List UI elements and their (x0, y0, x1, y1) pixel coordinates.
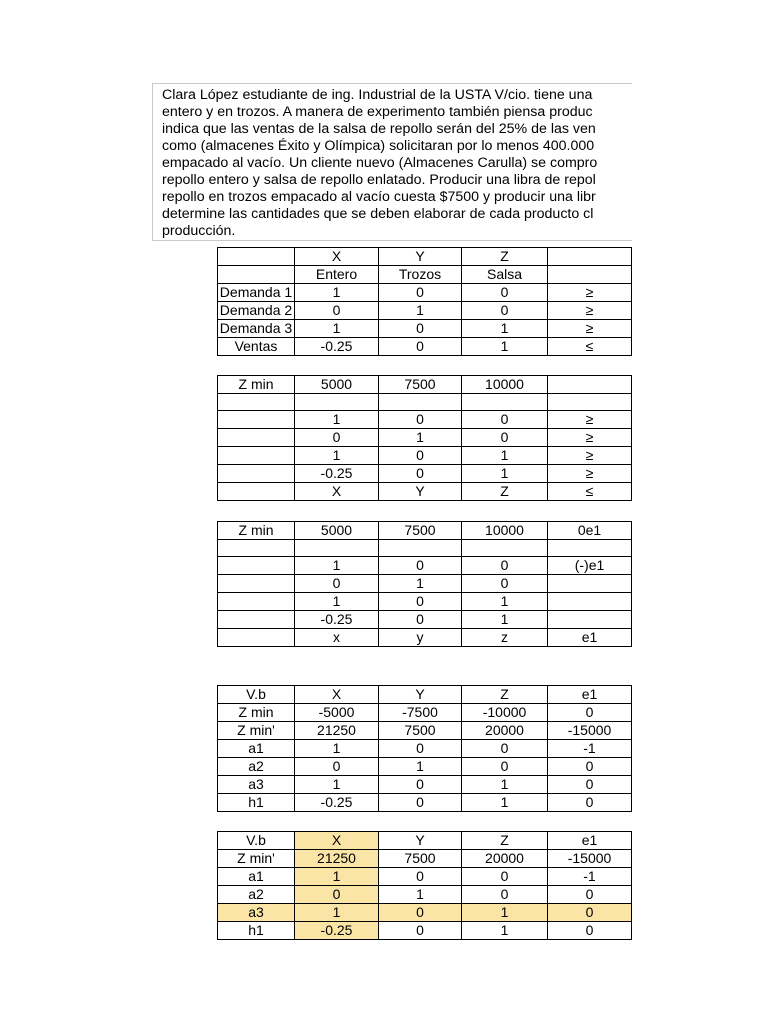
table-cell: 1 (462, 593, 548, 611)
problem-line: Clara López estudiante de ing. Industrial de la USTA V/cio. tiene una (162, 87, 593, 103)
table-row (218, 593, 632, 611)
table-cell: 0 (379, 740, 462, 758)
table-row (218, 629, 632, 647)
table-row (218, 429, 632, 447)
table-cell: Z (462, 248, 548, 266)
table-cell (548, 593, 632, 611)
table-cell: 7500 (379, 522, 462, 540)
table-cell: z (462, 629, 548, 647)
table-row (218, 320, 632, 338)
table-cell: ≥ (548, 411, 632, 429)
table-cell: 0 (379, 320, 462, 338)
table-cell: 0 (379, 284, 462, 302)
table-cell (462, 394, 548, 411)
table-cell (218, 248, 295, 266)
table-cell: 10000 (462, 522, 548, 540)
table-cell: 0 (548, 758, 632, 776)
table-cell: 1 (462, 465, 548, 483)
table-cell: Demanda 2 (218, 302, 295, 320)
table-cell: Y (379, 248, 462, 266)
problem-line: determine las cantidades que se deben elaborar de cada producto cl (162, 206, 594, 222)
table-cell: Z min' (218, 850, 295, 868)
table-row (218, 302, 632, 320)
table-row (218, 575, 632, 593)
table-cell: 0 (379, 593, 462, 611)
table-cell (548, 394, 632, 411)
table-cell: 1 (379, 429, 462, 447)
table-cell (218, 266, 295, 284)
table-cell (462, 540, 548, 557)
table-cell: 1 (295, 904, 379, 922)
table-cell: a3 (218, 776, 295, 794)
table-cell: 1 (295, 557, 379, 575)
table-row (218, 776, 632, 794)
problem-line: como (almacenes Éxito y Olímpica) solicitaran por lo menos 400.000 (162, 138, 595, 154)
table-cell (218, 394, 295, 411)
table-cell: Demanda 3 (218, 320, 295, 338)
table-cell: 1 (462, 922, 548, 940)
table-cell: 0 (462, 575, 548, 593)
table-cell (218, 465, 295, 483)
table-cell: -5000 (295, 704, 379, 722)
table-cell: 1 (295, 320, 379, 338)
table-cell: 7500 (379, 722, 462, 740)
table-cell: 0 (379, 411, 462, 429)
simplex-initial-table (217, 685, 632, 812)
table-cell: Z min' (218, 722, 295, 740)
table-cell: 7500 (379, 376, 462, 394)
table-cell: -10000 (462, 704, 548, 722)
table-cell: y (379, 629, 462, 647)
table-cell: Z min (218, 376, 295, 394)
table-cell: 0 (548, 776, 632, 794)
table-cell: 0 (379, 557, 462, 575)
table-cell: ≥ (548, 465, 632, 483)
table-cell: -15000 (548, 850, 632, 868)
table-cell: X (295, 248, 379, 266)
table-cell: Y (379, 832, 462, 850)
table-cell: a2 (218, 886, 295, 904)
table-cell (548, 575, 632, 593)
table-cell (218, 611, 295, 629)
table-cell: e1 (548, 686, 632, 704)
table-cell: V.b (218, 686, 295, 704)
table-cell: ≥ (548, 302, 632, 320)
table-cell: -7500 (379, 704, 462, 722)
table-cell (218, 447, 295, 465)
table-cell: 0 (462, 557, 548, 575)
objective-table (217, 375, 632, 501)
table-cell: Demanda 1 (218, 284, 295, 302)
table-cell: 0 (379, 447, 462, 465)
table-row (218, 338, 632, 356)
table-row (218, 522, 632, 540)
table-row (218, 758, 632, 776)
table-row (218, 722, 632, 740)
table-cell: -0.25 (295, 338, 379, 356)
simplex-pivot-table (217, 831, 632, 940)
table-cell: 0 (462, 740, 548, 758)
table-cell: ≥ (548, 284, 632, 302)
table-row (218, 376, 632, 394)
table-cell: e1 (548, 629, 632, 647)
table-cell: Z min (218, 522, 295, 540)
problem-line: repollo en trozos empacado al vacío cuesta $7500 y producir una libr (162, 189, 596, 205)
table-cell: -0.25 (295, 922, 379, 940)
table-row (218, 922, 632, 940)
table-cell: e1 (548, 832, 632, 850)
table-cell: 1 (462, 776, 548, 794)
table-cell: 7500 (379, 850, 462, 868)
table-cell: 0 (462, 302, 548, 320)
table-row (218, 557, 632, 575)
table-cell: (-)e1 (548, 557, 632, 575)
table-cell: -0.25 (295, 611, 379, 629)
table-cell: 0 (379, 465, 462, 483)
table-cell: 0 (462, 868, 548, 886)
table-cell: 0 (295, 429, 379, 447)
table-row (218, 394, 632, 411)
table-cell: 0 (462, 886, 548, 904)
table-row (218, 886, 632, 904)
table-row (218, 904, 632, 922)
table-cell (218, 575, 295, 593)
table-cell: 0 (548, 704, 632, 722)
table-row (218, 868, 632, 886)
table-cell: 1 (295, 447, 379, 465)
table-cell: Z (462, 686, 548, 704)
table-cell: 0 (379, 794, 462, 812)
table-cell (548, 266, 632, 284)
table-row (218, 540, 632, 557)
table-cell (218, 429, 295, 447)
table-cell: a1 (218, 740, 295, 758)
table-cell: 0 (548, 904, 632, 922)
table-cell: 0 (295, 575, 379, 593)
table-cell: Y (379, 483, 462, 501)
table-cell: a2 (218, 758, 295, 776)
table-cell: 0 (462, 758, 548, 776)
table-cell (218, 593, 295, 611)
table-cell: -0.25 (295, 794, 379, 812)
table-cell: a3 (218, 904, 295, 922)
table-cell: h1 (218, 922, 295, 940)
table-row (218, 411, 632, 429)
table-cell: ≥ (548, 429, 632, 447)
table-cell: 20000 (462, 850, 548, 868)
table-cell: Z (462, 832, 548, 850)
table-row (218, 284, 632, 302)
problem-line: entero y en trozos. A manera de experimento también piensa produc (162, 104, 593, 120)
table-cell: -1 (548, 868, 632, 886)
table-cell: Z min (218, 704, 295, 722)
table-cell (379, 540, 462, 557)
table-cell: 0 (379, 904, 462, 922)
table-cell: 0 (379, 776, 462, 794)
table-cell (295, 540, 379, 557)
table-cell: ≥ (548, 320, 632, 338)
table-cell: ≤ (548, 338, 632, 356)
table-cell: 1 (462, 320, 548, 338)
table-cell: 0 (295, 302, 379, 320)
table-row (218, 704, 632, 722)
table-cell (218, 411, 295, 429)
table-row (218, 832, 632, 850)
table-row (218, 248, 632, 266)
table-cell: 0 (295, 758, 379, 776)
table-cell: 0 (379, 922, 462, 940)
table-cell: 1 (462, 904, 548, 922)
table-cell (218, 483, 295, 501)
table-cell: 1 (379, 758, 462, 776)
table-row (218, 794, 632, 812)
table-cell (295, 394, 379, 411)
table-cell: 1 (462, 794, 548, 812)
table-row (218, 611, 632, 629)
problem-statement (152, 83, 632, 241)
table-cell: V.b (218, 832, 295, 850)
table-cell: a1 (218, 868, 295, 886)
standard-form-table (217, 521, 632, 647)
table-cell: 5000 (295, 522, 379, 540)
table-cell (218, 540, 295, 557)
table-cell (548, 540, 632, 557)
table-cell (548, 248, 632, 266)
table-cell: 0 (379, 611, 462, 629)
table-cell: 0 (462, 429, 548, 447)
table-cell: X (295, 832, 379, 850)
table-cell: ≤ (548, 483, 632, 501)
table-cell: 1 (462, 338, 548, 356)
problem-line: empacado al vacío. Un cliente nuevo (Almacenes Carulla) se compro (162, 155, 598, 171)
table-cell: Z (462, 483, 548, 501)
table-cell: 1 (295, 593, 379, 611)
problem-line: producción. (162, 223, 236, 239)
table-cell: Entero (295, 266, 379, 284)
table-row (218, 465, 632, 483)
table-cell (218, 629, 295, 647)
table-cell: X (295, 483, 379, 501)
table-cell: -15000 (548, 722, 632, 740)
table-cell: 0 (462, 284, 548, 302)
table-cell: Y (379, 686, 462, 704)
table-cell: 1 (379, 302, 462, 320)
table-cell: ≥ (548, 447, 632, 465)
table-cell: 0 (548, 794, 632, 812)
table-cell: 21250 (295, 722, 379, 740)
table-row (218, 850, 632, 868)
constraints-table (217, 247, 632, 356)
table-cell: 5000 (295, 376, 379, 394)
table-cell (548, 376, 632, 394)
table-cell: 21250 (295, 850, 379, 868)
table-row (218, 447, 632, 465)
table-cell: Salsa (462, 266, 548, 284)
problem-line: indica que las ventas de la salsa de repollo serán del 25% de las ven (162, 121, 596, 137)
table-cell: 0 (548, 886, 632, 904)
table-cell: x (295, 629, 379, 647)
problem-line: repollo entero y salsa de repollo enlatado. Producir una libra de repol (162, 172, 596, 188)
table-row (218, 740, 632, 758)
table-cell (548, 611, 632, 629)
table-cell: X (295, 686, 379, 704)
table-cell: 0e1 (548, 522, 632, 540)
table-cell: 1 (295, 776, 379, 794)
table-cell: 0 (295, 886, 379, 904)
table-cell: Trozos (379, 266, 462, 284)
table-cell: 1 (295, 740, 379, 758)
table-cell: 0 (548, 922, 632, 940)
table-cell: 1 (462, 611, 548, 629)
table-row (218, 686, 632, 704)
table-cell: 1 (379, 886, 462, 904)
table-cell: 0 (379, 338, 462, 356)
table-cell: 0 (462, 411, 548, 429)
table-cell (218, 557, 295, 575)
table-cell: 1 (379, 575, 462, 593)
table-row (218, 483, 632, 501)
table-cell: 1 (295, 284, 379, 302)
table-cell (379, 394, 462, 411)
table-cell: 1 (462, 447, 548, 465)
table-cell: h1 (218, 794, 295, 812)
table-cell: 0 (379, 868, 462, 886)
table-cell: Ventas (218, 338, 295, 356)
table-cell: -1 (548, 740, 632, 758)
table-cell: 1 (295, 411, 379, 429)
table-cell: 10000 (462, 376, 548, 394)
table-cell: -0.25 (295, 465, 379, 483)
table-cell: 20000 (462, 722, 548, 740)
table-cell: 1 (295, 868, 379, 886)
table-row (218, 266, 632, 284)
